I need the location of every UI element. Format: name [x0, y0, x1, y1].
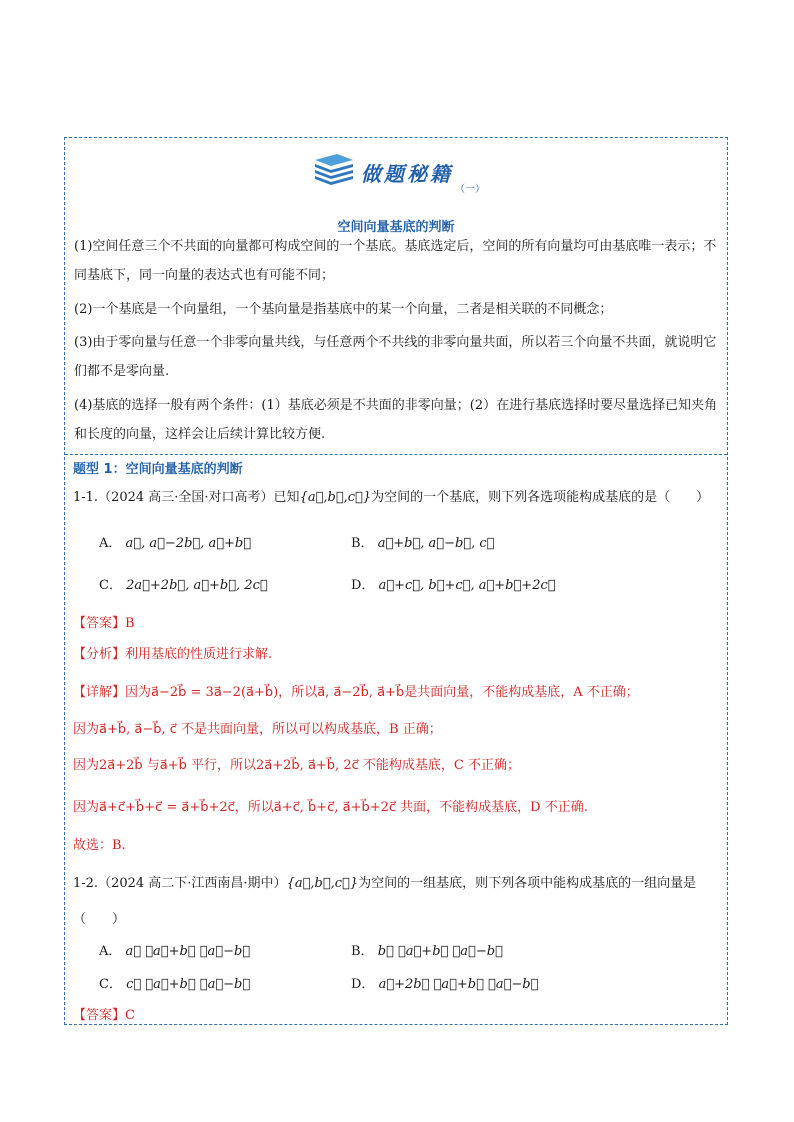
- q1-detail-2: 因为a⃗+b⃗, a⃗−b⃗, c⃗ 不是共面向量，所以可以构成基底，B 正确；: [73, 722, 442, 737]
- q1-answer: 【答案】B: [73, 616, 135, 631]
- q2-option-d: D． a⃗+2b⃗ ，a⃗+b⃗ ，a⃗−b⃗: [351, 977, 539, 992]
- q1-option-b: B． a⃗+b⃗, a⃗−b⃗, c⃗: [351, 536, 495, 551]
- brand-subtitle: （一）: [455, 184, 485, 195]
- question-2-stem: 1-2.（2024 高二下·江西南昌·期中）{a⃗,b⃗,c⃗}为空间的一组基底，则下列各项中能构成基底的一组向量是: [73, 876, 697, 891]
- note-4: (4)基底的选择一般有两个条件：(1）基底必须是不共面的非零向量；(2）在进行基底选择时要尽量选择已知夹角和长度的向量，这样会让后续计算比较方便.: [74, 398, 718, 442]
- example-title: 题型 1：空间向量基底的判断: [73, 462, 243, 477]
- q1-detail-5: 故选：B.: [73, 838, 126, 853]
- q1-analysis: 【分析】利用基底的性质进行求解.: [73, 647, 273, 662]
- q1-option-d: D． a⃗+c⃗, b⃗+c⃗, a⃗+b⃗+2c⃗: [351, 578, 556, 593]
- q2-answer: 【答案】C: [73, 1008, 135, 1023]
- q1-detail-1: 【详解】因为a⃗−2b⃗ = 3a⃗−2(a⃗+b⃗)，所以a⃗, a⃗−2b⃗, a⃗+b⃗是共面向量，不能构成基底，A 不正确；: [73, 685, 639, 700]
- basis-set: {a⃗,b⃗,c⃗}: [299, 490, 372, 505]
- q2-option-a: A． a⃗ ，a⃗+b⃗ ，a⃗−b⃗: [99, 944, 251, 959]
- q1-option-c: C． 2a⃗+2b⃗, a⃗+b⃗, 2c⃗: [99, 578, 268, 593]
- book-stack-icon: [313, 152, 355, 188]
- question-2-paren: （ ）: [73, 912, 126, 927]
- content-frame: [64, 137, 728, 1025]
- q1-detail-3: 因为2a⃗+2b⃗ 与a⃗+b⃗ 平行，所以2a⃗+2b⃗, a⃗+b⃗, 2c⃗ 不能构成基底，C 不正确；: [73, 758, 520, 773]
- note-3: (3)由于零向量与任意一个非零向量共线，与任意两个不共线的非零向量共面，所以若三个向量不共面，就说明它们都不是零向量.: [74, 335, 717, 379]
- question-1-stem: 1-1.（2024 高三·全国·对口高考）已知{a⃗,b⃗,c⃗}为空间的一个基底，则下列各选项能构成基底的是（ ）: [73, 490, 710, 505]
- section-divider: [65, 454, 727, 455]
- note-1: (1)空间任意三个不共面的向量都可构成空间的一个基底。基底选定后，空间的所有向量均可由基底唯一表示；不同基底下，同一向量的表达式也有可能不同；: [74, 239, 717, 283]
- q1-detail-4: 因为a⃗+c⃗+b⃗+c⃗ = a⃗+b⃗+2c⃗，所以a⃗+c⃗, b⃗+c⃗, a⃗+b⃗+2c⃗ 共面，不能构成基底，D 不正确.: [73, 800, 588, 815]
- q2-option-c: C． c⃗ ，a⃗+b⃗ ，a⃗−b⃗: [99, 977, 251, 992]
- header: [65, 150, 727, 235]
- q2-option-b: B． b⃗ ，a⃗+b⃗ ，a⃗−b⃗: [351, 944, 503, 959]
- q1-option-a: A． a⃗, a⃗−2b⃗, a⃗+b⃗: [99, 536, 252, 551]
- brand-title: 做题秘籍: [361, 162, 453, 186]
- note-2: (2)一个基底是一个向量组，一个基向量是指基底中的某一个向量，二者是相关联的不同概念；: [74, 302, 613, 317]
- section-title: 空间向量基底的判断: [337, 220, 455, 235]
